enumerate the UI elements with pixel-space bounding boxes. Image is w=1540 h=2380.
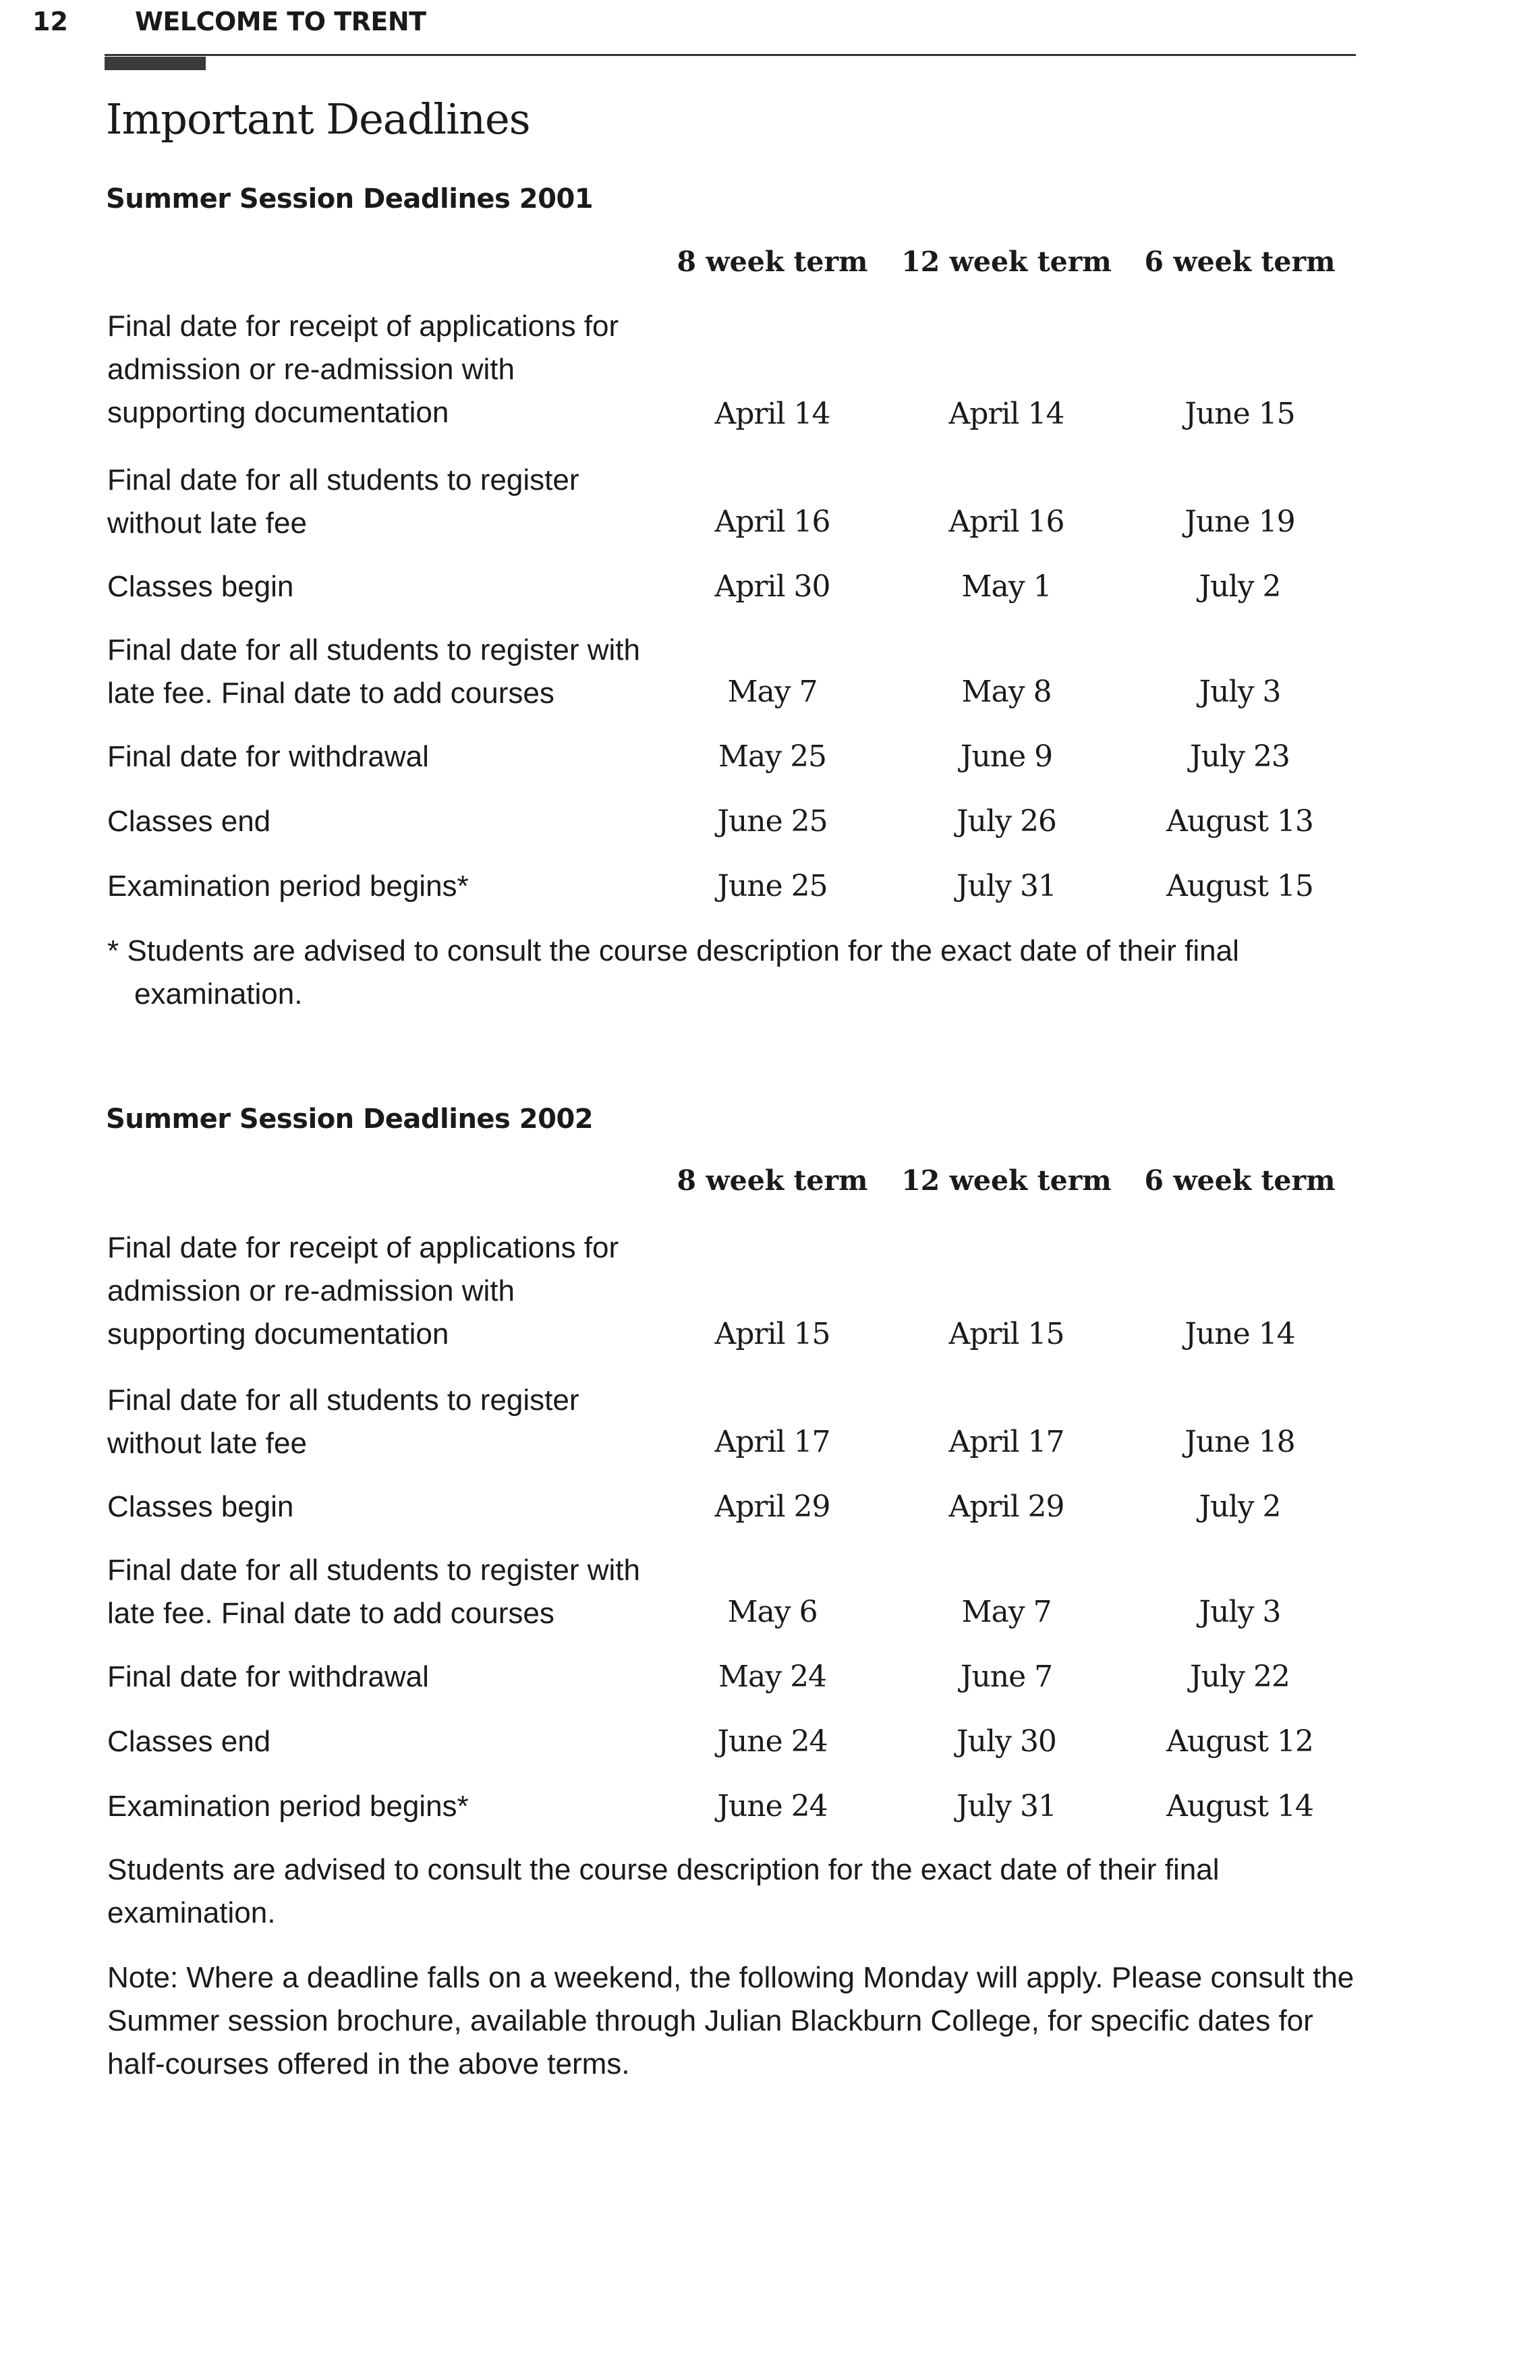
row-label: Final date for all students to register with late fee. Final date to add courses — [107, 633, 640, 710]
cell-6-week: June 14 — [1185, 1317, 1295, 1351]
col-header-6-week: 6 week term — [1144, 246, 1336, 278]
cell-12-week: June 9 — [960, 739, 1053, 774]
cell-8-week: April 29 — [714, 1490, 830, 1524]
cell-8-week: May 25 — [718, 739, 827, 774]
page-number: 12 — [32, 7, 68, 36]
row-label: Classes end — [107, 805, 271, 838]
cell-8-week: May 24 — [718, 1660, 827, 1694]
cell-12-week: July 31 — [957, 869, 1056, 903]
cell-12-week: April 16 — [948, 505, 1064, 539]
running-title: WELCOME TO TRENT — [135, 7, 426, 36]
cell-8-week: April 14 — [714, 397, 830, 431]
col-header-8-week: 8 week term — [677, 246, 868, 278]
row-label: Classes end — [107, 1725, 271, 1758]
cell-8-week: June 25 — [717, 869, 828, 903]
row-label: Final date for all students to register without late fee — [107, 1384, 579, 1460]
cell-12-week: April 17 — [948, 1425, 1064, 1459]
cell-12-week: July 31 — [957, 1789, 1056, 1823]
cell-8-week: June 24 — [717, 1724, 828, 1759]
row-label: Final date for receipt of applications for admission or re-admission with supporting documentation — [107, 1231, 619, 1351]
cell-12-week: May 7 — [961, 1595, 1052, 1629]
cell-8-week: April 17 — [714, 1425, 830, 1459]
cell-6-week: August 12 — [1166, 1724, 1313, 1759]
cell-6-week: August 14 — [1166, 1789, 1313, 1823]
cell-12-week: April 29 — [948, 1490, 1064, 1524]
cell-6-week: June 18 — [1185, 1425, 1295, 1459]
row-label: Classes begin — [107, 570, 294, 603]
cell-12-week: June 7 — [960, 1660, 1053, 1694]
page-title: Important Deadlines — [106, 94, 530, 144]
cell-6-week: July 2 — [1199, 1490, 1281, 1524]
row-label: Examination period begins* — [107, 870, 469, 903]
cell-6-week: June 15 — [1185, 397, 1295, 431]
row-label: Final date for receipt of applications for admission or re-admission with supporting documentation — [107, 310, 619, 429]
cell-12-week: May 1 — [961, 569, 1052, 604]
cell-8-week: May 6 — [727, 1595, 818, 1629]
row-label: Final date for withdrawal — [107, 1660, 429, 1693]
cell-8-week: June 24 — [717, 1789, 828, 1823]
section-title-2001: Summer Session Deadlines 2001 — [106, 183, 594, 215]
closing-note: Note: Where a deadline falls on a weekend, the following Monday will apply. Please consult the Summer session brochure, available through Julian Blackburn College, for specific dates for half-courses offered in the above terms. — [107, 1961, 1354, 2080]
cell-6-week: June 19 — [1185, 505, 1295, 539]
section-title-2002: Summer Session Deadlines 2002 — [106, 1104, 594, 1135]
cell-12-week: April 15 — [948, 1317, 1064, 1351]
row-label: Final date for all students to register without late fee — [107, 463, 579, 540]
cell-8-week: April 30 — [714, 569, 830, 604]
row-label: Examination period begins* — [107, 1790, 469, 1823]
cell-6-week: August 15 — [1166, 869, 1313, 903]
row-label: Final date for withdrawal — [107, 740, 429, 773]
cell-8-week: April 16 — [714, 505, 830, 539]
cell-8-week: April 15 — [714, 1317, 830, 1351]
row-label: Final date for all students to register with late fee. Final date to add courses — [107, 1554, 640, 1630]
cell-6-week: July 2 — [1199, 569, 1281, 604]
footnote-2001: * Students are advised to consult the course description for the exact date of their final examination. — [107, 934, 1239, 1011]
cell-8-week: May 7 — [727, 675, 818, 709]
cell-12-week: July 30 — [957, 1724, 1056, 1759]
cell-6-week: July 3 — [1199, 1595, 1281, 1629]
cell-6-week: July 22 — [1190, 1660, 1290, 1694]
header-rule-accent — [105, 57, 206, 70]
cell-8-week: June 25 — [717, 804, 828, 839]
cell-6-week: July 23 — [1190, 739, 1290, 774]
header-rule — [105, 54, 1356, 56]
cell-12-week: April 14 — [948, 397, 1064, 431]
cell-6-week: July 3 — [1199, 675, 1281, 709]
cell-12-week: July 26 — [957, 804, 1056, 839]
note-2002: Students are advised to consult the course description for the exact date of their final examination. — [107, 1853, 1220, 1929]
col-header-6-week: 6 week term — [1144, 1164, 1336, 1197]
cell-12-week: May 8 — [961, 675, 1052, 709]
col-header-12-week: 12 week term — [901, 246, 1112, 278]
col-header-12-week: 12 week term — [901, 1164, 1112, 1197]
row-label: Classes begin — [107, 1490, 294, 1523]
cell-6-week: August 13 — [1166, 804, 1313, 839]
col-header-8-week: 8 week term — [677, 1164, 868, 1197]
